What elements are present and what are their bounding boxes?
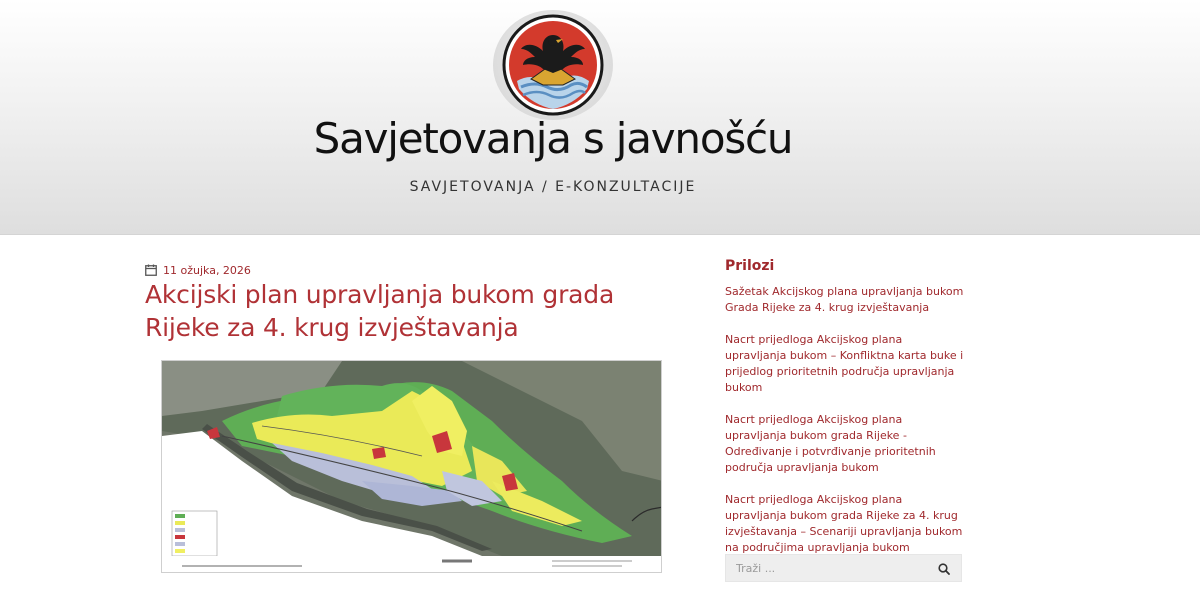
search-button[interactable] (935, 560, 953, 578)
search-icon (938, 563, 950, 575)
attachments-title: Prilozi (725, 258, 775, 274)
search-form (725, 554, 962, 582)
post-date-text[interactable]: 11 ožujka, 2026 (163, 263, 251, 277)
attachments-list (725, 284, 965, 556)
list-item (725, 412, 965, 476)
attachment-link[interactable]: Sažetak Akcijskog plana upravljanja bukom Grada Rijeke za 4. krug izvještavanja (725, 285, 964, 314)
list-item (725, 284, 965, 316)
attachment-link[interactable]: Nacrt prijedloga Akcijskog plana upravljanja bukom – Konfliktna karta buke i prijedlog prioritetnih područja upravljanja bukom (725, 333, 964, 394)
list-item (725, 332, 965, 396)
attachment-link[interactable]: Nacrt prijedloga Akcijskog plana upravljanja bukom grada Rijeke - Određivanje i potvrđivanje prioritetnih područja upravljanja bukom (725, 413, 936, 474)
attachment-link[interactable]: Nacrt prijedloga Akcijskog plana upravljanja bukom grada Rijeke za 4. krug izvještavanja – Scenariji upravljanja bukom na područjima upravljanja bukom (725, 493, 963, 554)
city-logo[interactable] (493, 10, 613, 120)
site-header (0, 0, 1200, 235)
search-input[interactable] (726, 555, 926, 581)
calendar-icon (145, 264, 157, 276)
sidebar (725, 258, 965, 572)
post-date (145, 262, 251, 278)
site-title[interactable]: Savjetovanja s javnošću (313, 114, 793, 163)
post-title[interactable]: Akcijski plan upravljanja bukom grada Rijeke za 4. krug izvještavanja (145, 280, 615, 342)
noise-conflict-map (162, 361, 662, 573)
noise-map-image[interactable] (161, 360, 662, 573)
list-item (725, 492, 965, 556)
site-tagline: SAVJETOVANJA / E-KONZULTACIJE (409, 179, 697, 195)
coat-of-arms-icon (501, 13, 605, 117)
